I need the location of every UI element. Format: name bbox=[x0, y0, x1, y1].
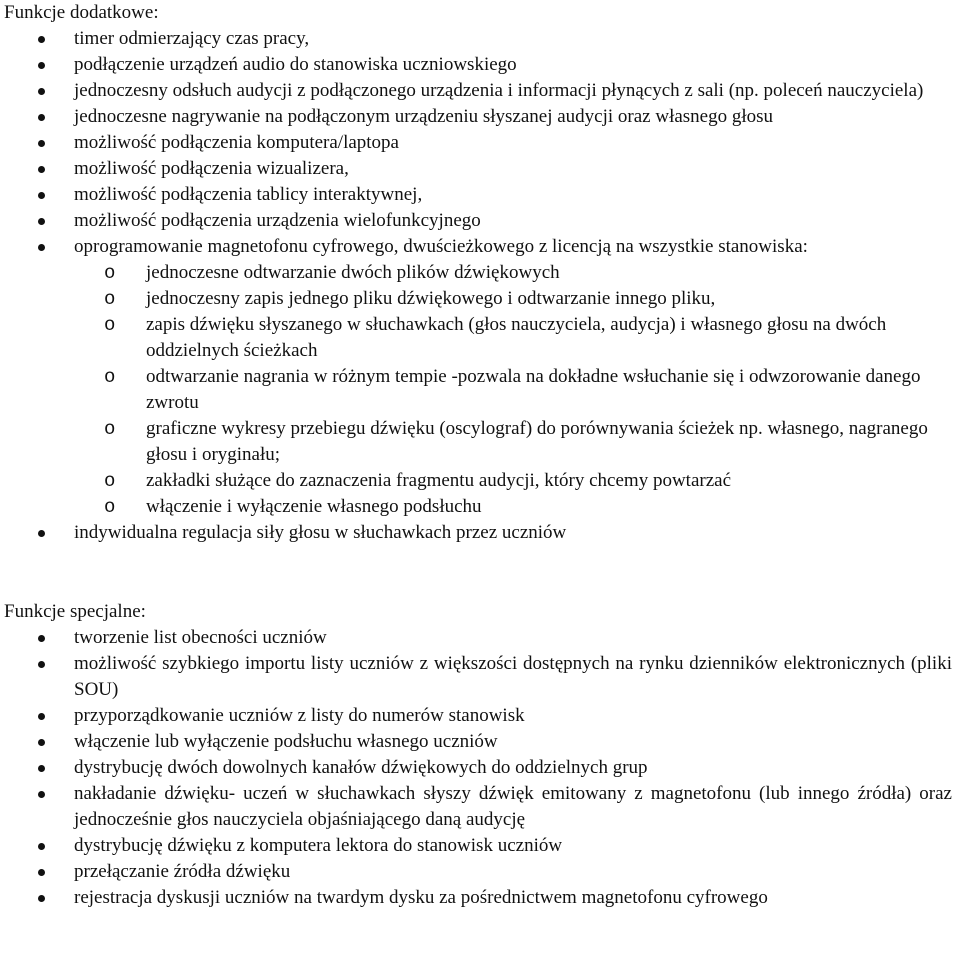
bullet-list bbox=[0, 520, 960, 546]
bullet-list bbox=[0, 26, 960, 260]
circle-bullet-icon: o bbox=[104, 418, 116, 440]
bullet-icon bbox=[38, 661, 45, 668]
list-item: włączenie lub wyłączenie podsłuchu własnego uczniów bbox=[0, 729, 960, 755]
list-item: jednoczesny odsłuch audycji z podłączonego urządzenia i informacji płynących z sali (np. poleceń nauczyciela) bbox=[0, 78, 960, 104]
bullet-icon bbox=[38, 869, 45, 876]
section-spacer bbox=[0, 546, 960, 600]
section-heading: Funkcje dodatkowe: bbox=[4, 2, 159, 23]
bullet-icon bbox=[38, 218, 45, 225]
list-item: jednoczesne nagrywanie na podłączonym urządzeniu słyszanej audycji oraz własnego głosu bbox=[0, 104, 960, 130]
bullet-icon bbox=[38, 895, 45, 902]
bullet-icon bbox=[38, 791, 45, 798]
section-special-functions bbox=[0, 599, 960, 911]
list-item: możliwość podłączenia urządzenia wielofunkcyjnego bbox=[0, 208, 960, 234]
list-item: możliwość podłączenia tablicy interaktywnej, bbox=[0, 182, 960, 208]
list-item: podłączenie urządzeń audio do stanowiska uczniowskiego bbox=[0, 52, 960, 78]
bullet-icon bbox=[38, 244, 45, 251]
bullet-list bbox=[0, 625, 960, 911]
list-item: oprogramowanie magnetofonu cyfrowego, dwuścieżkowego z licencją na wszystkie stanowiska: bbox=[0, 234, 960, 260]
sub-list-item: o zakładki służące do zaznaczenia fragmentu audycji, który chcemy powtarzać bbox=[104, 470, 732, 492]
bullet-icon bbox=[38, 843, 45, 850]
bullet-icon bbox=[38, 140, 45, 147]
bullet-icon bbox=[38, 88, 45, 95]
bullet-icon bbox=[38, 530, 45, 537]
list-item: dystrybucję dwóch dowolnych kanałów dźwiękowych do oddzielnych grup bbox=[0, 755, 960, 781]
bullet-icon bbox=[38, 62, 45, 69]
bullet-icon bbox=[38, 765, 45, 772]
circle-bullet-icon: o bbox=[104, 366, 116, 388]
list-item: przyporządkowanie uczniów z listy do numerów stanowisk bbox=[0, 703, 960, 729]
bullet-icon bbox=[38, 36, 45, 43]
sub-list-item: o odtwarzanie nagrania w różnym tempie -pozwala na dokładne wsłuchanie się i odwzorowanie danego zwrotu bbox=[104, 366, 921, 413]
list-item: możliwość podłączenia komputera/laptopa bbox=[0, 130, 960, 156]
list-item: timer odmierzający czas pracy, bbox=[0, 26, 960, 52]
circle-bullet-icon: o bbox=[104, 496, 116, 518]
sub-list-item: o włączenie i wyłączenie własnego podsłuchu bbox=[104, 496, 482, 518]
circle-bullet-icon: o bbox=[104, 314, 116, 336]
sub-list-item: o zapis dźwięku słyszanego w słuchawkach (głos nauczyciela, audycja) i własnego głosu na dwóch oddzielnych ścieżkach bbox=[104, 314, 887, 361]
list-item: przełączanie źródła dźwięku bbox=[0, 859, 960, 885]
circle-bullet-icon: o bbox=[104, 262, 116, 284]
bullet-icon bbox=[38, 114, 45, 121]
list-item: nakładanie dźwięku- uczeń w słuchawkach słyszy dźwięk emitowany z magnetofonu (lub innego źródła) oraz jednocześnie głos nauczyciela objaśniającego daną audycję bbox=[0, 781, 960, 833]
bullet-icon bbox=[38, 192, 45, 199]
sub-list bbox=[0, 260, 960, 520]
bullet-icon bbox=[38, 166, 45, 173]
bullet-icon bbox=[38, 713, 45, 720]
circle-bullet-icon: o bbox=[104, 470, 116, 492]
circle-bullet-icon: o bbox=[104, 288, 116, 310]
sub-list-item: o jednoczesny zapis jednego pliku dźwiękowego i odtwarzanie innego pliku, bbox=[104, 288, 716, 310]
list-item: rejestracja dyskusji uczniów na twardym dysku za pośrednictwem magnetofonu cyfrowego bbox=[0, 885, 960, 911]
sub-list-item: o jednoczesne odtwarzanie dwóch plików dźwiękowych bbox=[104, 262, 560, 284]
list-item: tworzenie list obecności uczniów bbox=[0, 625, 960, 651]
section-heading: Funkcje specjalne: bbox=[4, 601, 146, 622]
list-item: możliwość szybkiego importu listy uczniów z większości dostępnych na rynku dzienników elektronicznych (pliki SOU) bbox=[0, 651, 960, 703]
list-item: możliwość podłączenia wizualizera, bbox=[0, 156, 960, 182]
list-item: indywidualna regulacja siły głosu w słuchawkach przez uczniów bbox=[0, 520, 960, 546]
sub-list-item: o graficzne wykresy przebiegu dźwięku (oscylograf) do porównywania ścieżek np. własnego, nagranego głosu i oryginału; bbox=[104, 418, 928, 465]
list-item: dystrybucję dźwięku z komputera lektora do stanowisk uczniów bbox=[0, 833, 960, 859]
bullet-icon bbox=[38, 739, 45, 746]
bullet-icon bbox=[38, 635, 45, 642]
